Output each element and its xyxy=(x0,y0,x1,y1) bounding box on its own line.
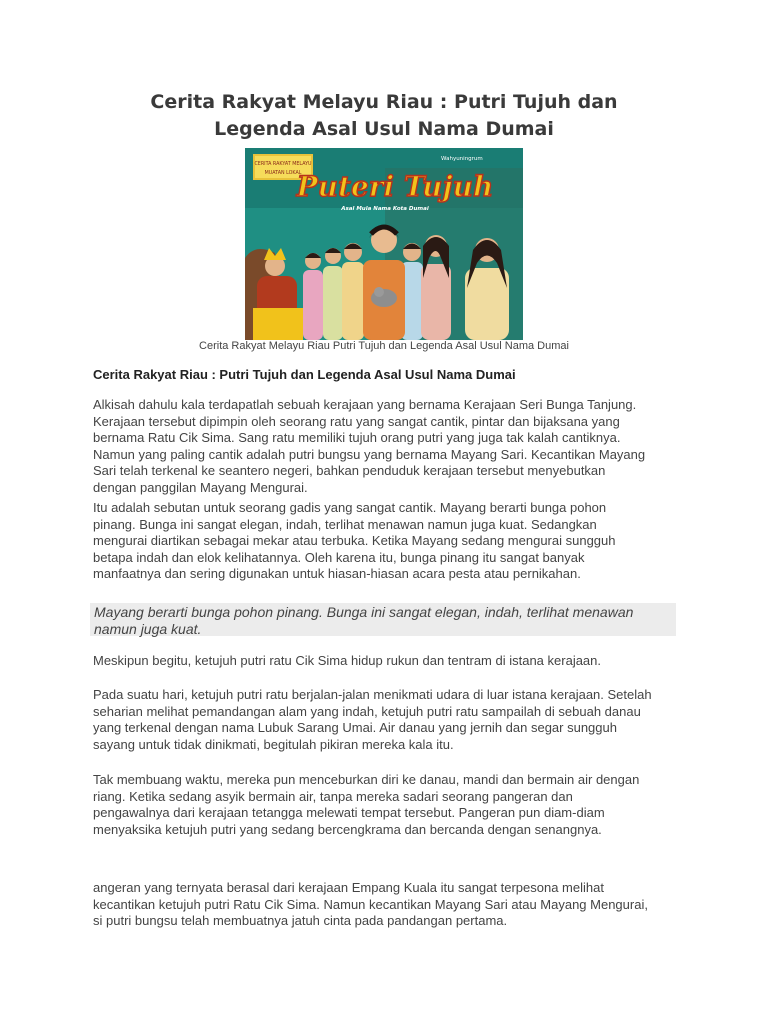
paragraph-line: Namun yang paling cantik adalah putri bungsu yang bernama Mayang Sari. Kecantikan Mayang xyxy=(93,446,646,462)
paragraph-line: manfaatnya dan sering digunakan untuk hiasan-hiasan acara pesta atau pernikahan. xyxy=(93,566,581,582)
paragraph-line: Tak membuang waktu, mereka pun menceburkan diri ke danau, mandi dan bermain air dengan xyxy=(93,772,640,787)
paragraph-line: Pada suatu hari, ketujuh putri ratu berjalan-jalan menikmati udara di luar istana kerajaan. Setelah xyxy=(93,687,652,702)
paragraph-line: Kerajaan tersebut dipimpin oleh seorang ratu yang sangat cantik, pintar dan bijaksana yang xyxy=(93,413,620,429)
pull-quote-line: Mayang berarti bunga pohon pinang. Bunga ini sangat elegan, indah, terlihat menawan xyxy=(94,604,634,620)
cover-badge-line1: CERITA RAKYAT MELAYU xyxy=(254,162,312,167)
paragraph-line: Itu adalah sebutan untuk seorang gadis yang sangat cantik. Mayang berarti bunga pohon xyxy=(93,500,607,515)
paragraph-line: pengawalnya dari kerajaan tetangga melewati tempat tersebut. Pangeran pun diam-diam xyxy=(93,805,605,821)
paragraph-line: Alkisah dahulu kala terdapatlah sebuah kerajaan yang bernama Kerajaan Seri Bunga Tanjung. xyxy=(93,397,637,412)
paragraph-line: kecantikan ketujuh putri Ratu Cik Sima. Namun kecantikan Mayang Sari atau Mayang Mengurai, xyxy=(93,896,648,912)
cover-badge-line2: MUATAN LOKAL xyxy=(264,171,302,176)
cover-subtitle: Asal Mula Nama Kota Dumai xyxy=(341,206,429,212)
article-title xyxy=(0,89,768,143)
paragraph-line: Meskipun begitu, ketujuh putri ratu Cik Sima hidup rukun dan tentram di istana kerajaan. xyxy=(93,653,602,668)
paragraph-line: si putri bungsu telah membuatnya jatuh cinta pada pandangan pertama. xyxy=(93,913,508,929)
paragraph-line: angeran yang ternyata berasal dari kerajaan Empang Kuala itu sangat terpesona melihat xyxy=(93,880,604,895)
paragraph-line: bernama Ratu Cik Sima. Sang ratu memiliki tujuh orang putri yang juga tak kalah cantiknya. xyxy=(93,430,621,446)
pull-quote-line: namun juga kuat. xyxy=(94,620,202,637)
paragraph-line: mengurai diartikan sebagai mekar atau terbuka. Ketika Mayang sedang mengurai sungguh xyxy=(93,533,616,549)
paragraph-line: riang. Ketika sedang asyik bermain air, tanpa mereka sadari seorang pangeran dan xyxy=(93,788,573,804)
cover-image xyxy=(245,148,523,340)
paragraph-line: pinang. Bunga ini sangat elegan, indah, terlihat menawan namun juga kuat. Sedangkan xyxy=(93,516,597,532)
cover-author: Wahyuningrum xyxy=(441,156,483,162)
pull-quote xyxy=(90,603,676,636)
paragraph xyxy=(93,500,683,583)
paragraph-line: Sari telah terkenal ke seantero negeri, bahkan penduduk kerajaan tersebut menyebutkan xyxy=(93,463,606,479)
paragraph-line: yang terkenal dengan nama Lubuk Sarang Umai. Air danau yang jernih dan segar sungguh xyxy=(93,720,617,736)
paragraph xyxy=(93,880,683,930)
paragraph-line: sayang untuk tidak dinikmati, begitulah pikiran mereka kala itu. xyxy=(93,736,454,752)
paragraph-line: dengan panggilan Mayang Mengurai. xyxy=(93,479,308,495)
title-line: Legenda Asal Usul Nama Dumai xyxy=(214,118,554,140)
paragraph-line: seharian melihat pemandangan alam yang indah, ketujuh putri ratu sampailah di sebuah danau xyxy=(93,703,641,719)
paragraph xyxy=(93,772,683,838)
paragraph-line: betapa indah dan elok kelihatannya. Oleh karena itu, bunga pinang itu sangat banyak xyxy=(93,549,585,565)
paragraph xyxy=(93,653,683,670)
section-heading: Cerita Rakyat Riau : Putri Tujuh dan Legenda Asal Usul Nama Dumai xyxy=(93,367,516,382)
title-line: Cerita Rakyat Melayu Riau : Putri Tujuh dan xyxy=(150,91,618,113)
cover-title: Puteri Tujuh xyxy=(296,170,494,203)
paragraph-line: menyaksika ketujuh putri yang sedang bercengkrama dan bercanda dengan senangnya. xyxy=(93,821,602,837)
paragraph xyxy=(93,687,683,753)
image-caption: Cerita Rakyat Melayu Riau Putri Tujuh dan Legenda Asal Usul Nama Dumai xyxy=(199,340,569,352)
paragraph xyxy=(93,397,683,497)
